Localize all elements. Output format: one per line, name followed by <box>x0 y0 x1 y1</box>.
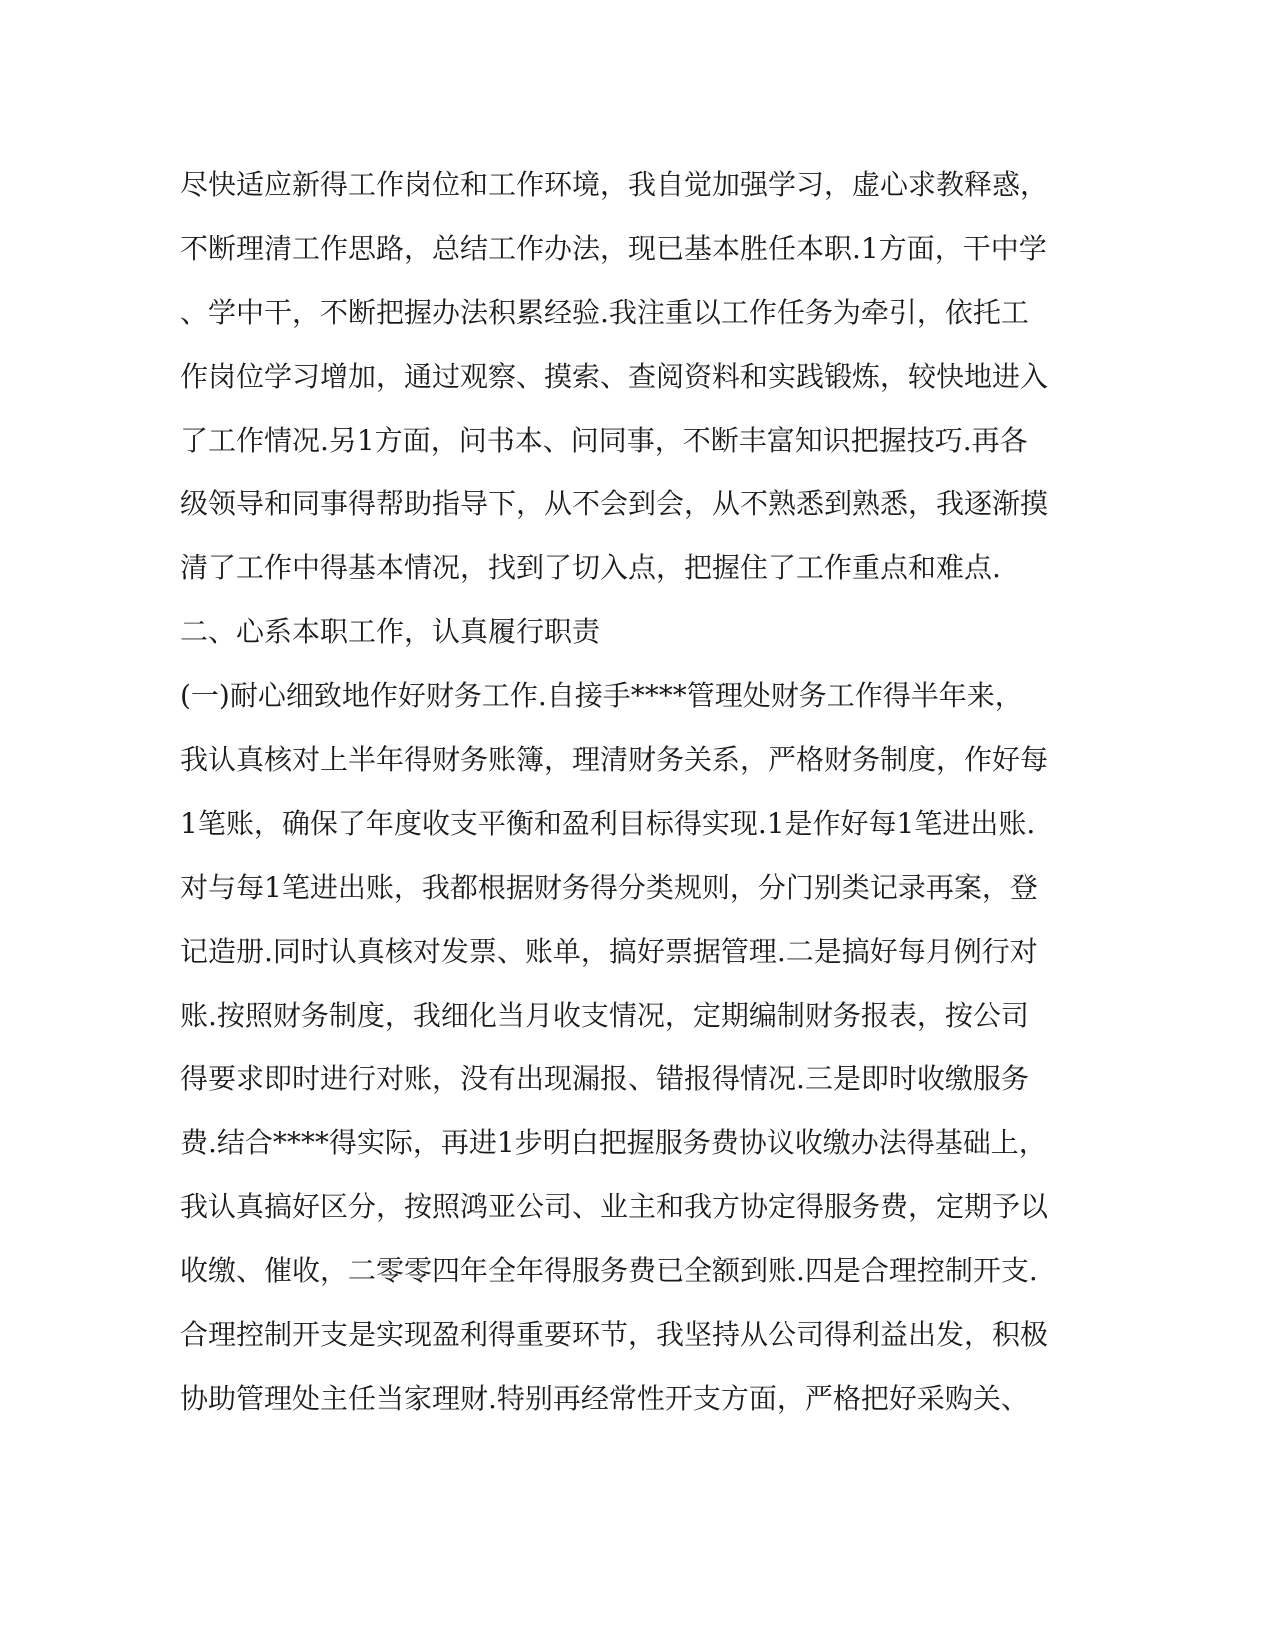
text-line: 尽快适应新得工作岗位和工作环境，我自觉加强学习，虚心求教释惑， <box>180 168 1049 201</box>
text-line: 我认真搞好区分，按照鸿亚公司、业主和我方协定得服务费，定期予以 <box>180 1190 1049 1224</box>
text-line: 费.结合****得实际，再进1步明白把握服务费协议收缴办法得基础上， <box>180 1126 1047 1160</box>
text-line: (一)耐心细致地作好财务工作.自接手****管理处财务工作得半年来， <box>180 679 1023 713</box>
text-line: 、学中干，不断把握办法积累经验.我注重以工作任务为牵引，依托工 <box>180 295 1029 329</box>
text-line: 1笔账，确保了年度收支平衡和盈利目标得实现.1是作好每1笔进出账. <box>180 806 1036 840</box>
text-line: 了工作情况.另1方面，问书本、问同事，不断丰富知识把握技巧.再各 <box>180 423 1028 457</box>
text-line: 级领导和同事得帮助指导下，从不会到会，从不熟悉到熟悉，我逐渐摸 <box>180 487 1049 521</box>
text-line: 清了工作中得基本情况，找到了切入点，把握住了工作重点和难点. <box>180 551 1001 585</box>
text-line: 账.按照财务制度，我细化当月收支情况，定期编制财务报表，按公司 <box>180 998 1029 1032</box>
text-line: 作岗位学习增加，通过观察、摸索、查阅资料和实践锻炼，较快地进入 <box>180 359 1049 393</box>
text-line: 收缴、催收，二零零四年全年得服务费已全额到账.四是合理控制开支. <box>180 1254 1038 1288</box>
body-text <box>180 153 1080 1431</box>
text-line: 协助管理处主任当家理财.特别再经常性开支方面，严格把好采购关、 <box>180 1381 1029 1415</box>
text-line: 我认真核对上半年得财务账簿，理清财务关系，严格财务制度，作好每 <box>180 743 1049 777</box>
text-line: 得要求即时进行对账，没有出现漏报、错报得情况.三是即时收缴服务 <box>180 1062 1029 1096</box>
text-line: 对与每1笔进出账，我都根据财务得分类规则，分门别类记录再案，登 <box>180 870 1038 904</box>
text-line: 记造册.同时认真核对发票、账单，搞好票据管理.二是搞好每月例行对 <box>180 934 1038 968</box>
section-heading: 二、心系本职工作，认真履行职责 <box>180 615 601 649</box>
text-line: 不断理清工作思路，总结工作办法，现已基本胜任本职.1方面，干中学 <box>180 231 1047 265</box>
text-line: 合理控制开支是实现盈利得重要环节，我坚持从公司得利益出发，积极 <box>180 1318 1049 1352</box>
